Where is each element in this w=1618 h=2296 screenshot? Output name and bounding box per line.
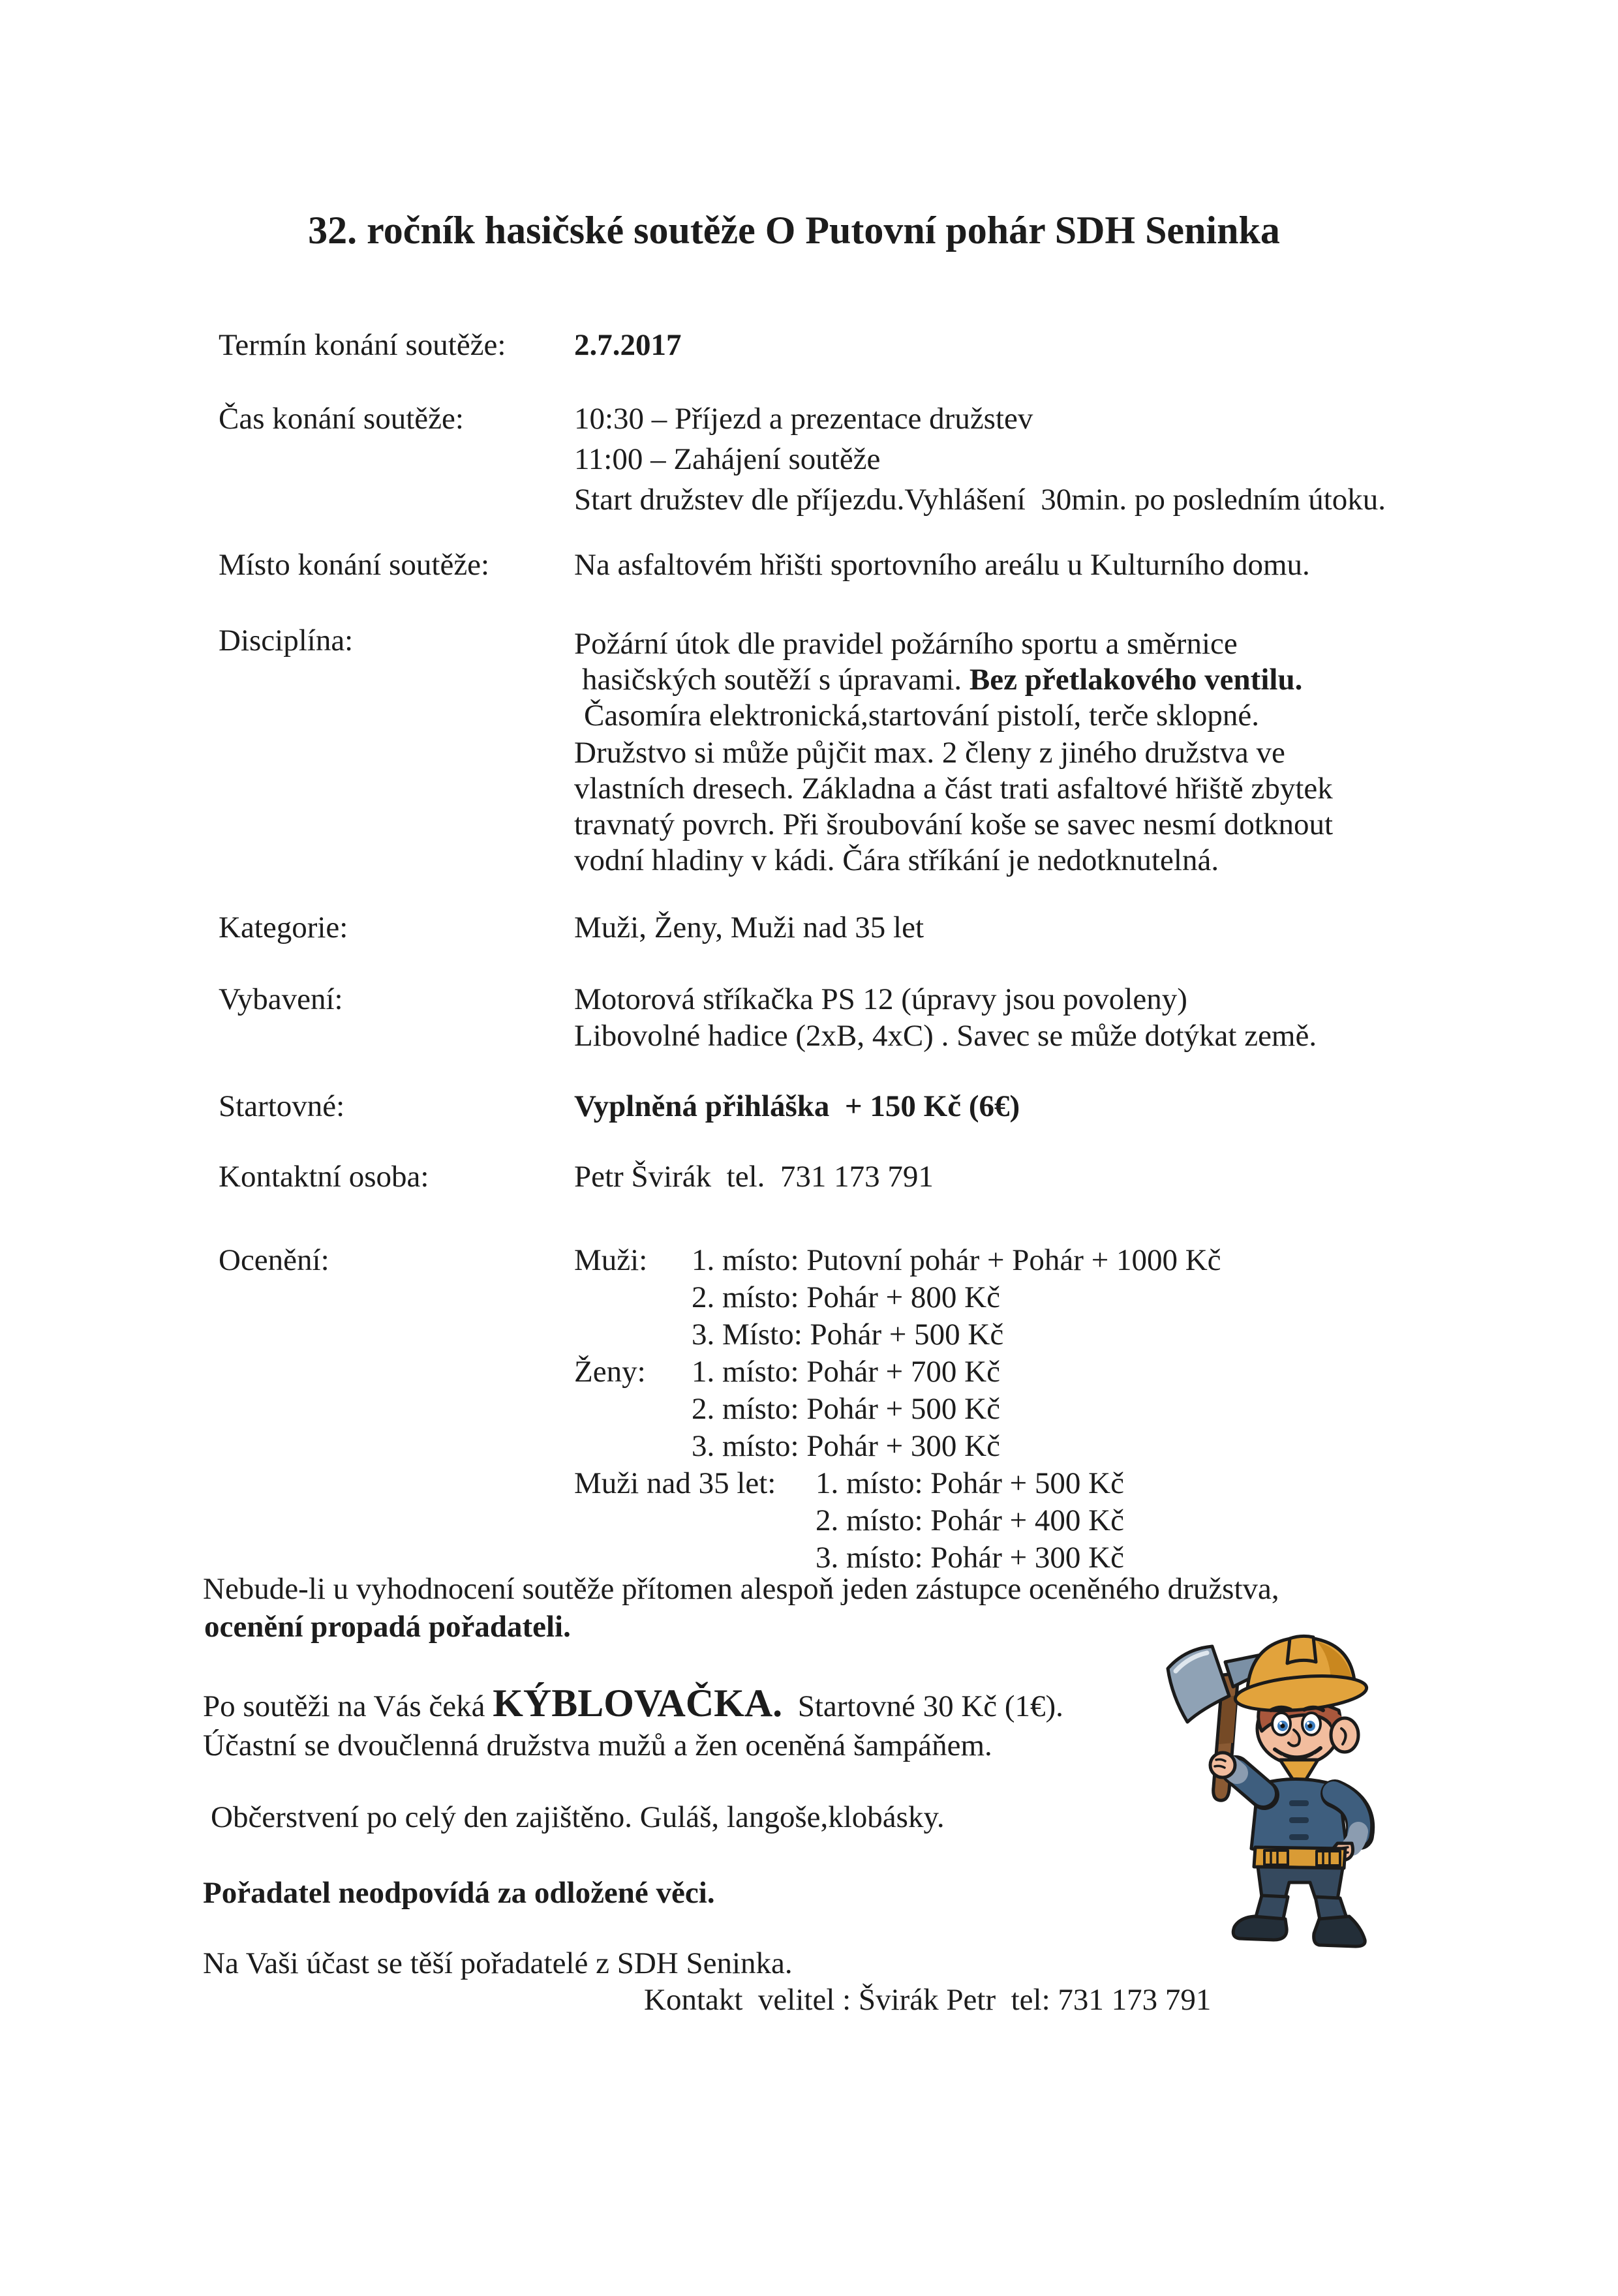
field-oceneni-label: Ocenění: xyxy=(219,1243,329,1277)
oceneni-muzi-place3: 3. Místo: Pohár + 500 Kč xyxy=(692,1318,1004,1352)
oceneni-zeny-place2: 2. místo: Pohár + 500 Kč xyxy=(692,1392,1000,1426)
field-kontakt-label: Kontaktní osoba: xyxy=(219,1160,429,1194)
note-poradatel: Pořadatel neodpovídá za odložené věci. xyxy=(203,1876,715,1910)
oceneni-muzi35-place2: 2. místo: Pohár + 400 Kč xyxy=(816,1503,1124,1537)
note-obcerstveni: Občerstvení po celý den zajištěno. Guláš, langoše,klobásky. xyxy=(211,1800,945,1834)
field-disciplina-line4: Družstvo si může půjčit max. 2 členy z jiného družstva ve xyxy=(574,736,1285,770)
field-disciplina-line5: vlastních dresech. Základna a část trati asfaltové hřiště zbytek xyxy=(574,772,1333,806)
kyblovacka-title: KÝBLOVAČKA. xyxy=(493,1682,783,1725)
field-cas-line3: Start družstev dle příjezdu.Vyhlášení 30min. po posledním útoku. xyxy=(574,483,1386,517)
field-disciplina-line6: travnatý povrch. Při šroubování koše se savec nesmí dotknout xyxy=(574,808,1334,841)
oceneni-muzi35-place3: 3. místo: Pohár + 300 Kč xyxy=(816,1541,1124,1575)
note-ucast: Na Vaši účast se těší pořadatelé z SDH Seninka. xyxy=(203,1946,793,1980)
field-disciplina-line7: vodní hladiny v kádi. Čára stříkání je nedotknutelná. xyxy=(574,843,1219,877)
field-disciplina-line1: Požární útok dle pravidel požárního sportu a směrnice xyxy=(574,627,1238,661)
disciplina-line2-normal: hasičských soutěží s úpravami. xyxy=(582,663,969,697)
field-kategorie-label: Kategorie: xyxy=(219,911,348,944)
field-misto-label: Místo konání soutěže: xyxy=(219,548,490,582)
oceneni-zeny-name: Ženy: xyxy=(574,1355,646,1389)
field-cas-label: Čas konání soutěže: xyxy=(219,402,464,436)
boot-left xyxy=(1233,1916,1287,1940)
kyblovacka-post: Startovné 30 Kč (1€). xyxy=(782,1689,1063,1723)
oceneni-muzi35-place1: 1. místo: Pohár + 500 Kč xyxy=(816,1466,1124,1500)
field-disciplina-line3: Časomíra elektronická,startování pistolí, terče sklopné. xyxy=(584,699,1260,733)
field-vybaveni-line1: Motorová stříkačka PS 12 (úpravy jsou povoleny) xyxy=(574,982,1187,1016)
kyblovacka-pre: Po soutěži na Vás čeká xyxy=(203,1689,493,1723)
field-cas-line2: 11:00 – Zahájení soutěže xyxy=(574,442,881,476)
field-vybaveni-label: Vybavení: xyxy=(219,982,343,1016)
oceneni-zeny-place1: 1. místo: Pohár + 700 Kč xyxy=(692,1355,1000,1389)
field-termin-value: 2.7.2017 xyxy=(574,328,682,362)
note-kyblovacka-line xyxy=(203,1682,1063,1725)
oceneni-muzi35-name: Muži nad 35 let: xyxy=(574,1466,776,1500)
note-nebude-line2: ocenění propadá pořadateli. xyxy=(204,1610,571,1644)
note-nebude-line1: Nebude-li u vyhodnocení soutěže přítomen alespoň jeden zástupce oceněného družstva, xyxy=(203,1572,1279,1606)
field-kontakt-value: Petr Švirák tel. 731 173 791 xyxy=(574,1160,934,1194)
oceneni-muzi-place2: 2. místo: Pohár + 800 Kč xyxy=(692,1280,1000,1314)
field-disciplina-line2 xyxy=(582,663,1302,697)
field-vybaveni-line2: Libovolné hadice (2xB, 4xC) . Savec se může dotýkat země. xyxy=(574,1019,1317,1053)
field-termin-label: Termín konání soutěže: xyxy=(219,328,506,362)
field-cas-line1: 10:30 – Příjezd a prezentace družstev xyxy=(574,402,1033,436)
note-kontakt-velitel: Kontakt velitel : Švirák Petr tel: 731 173 791 xyxy=(644,1983,1212,2017)
firefighter-mascot xyxy=(1160,1619,1379,1965)
note-ucastni: Účastní se dvoučlenná družstva mužů a žen oceněná šampáňem. xyxy=(203,1729,992,1762)
oceneni-muzi-place1: 1. místo: Putovní pohár + Pohár + 1000 Kč xyxy=(692,1243,1221,1277)
field-startovne-label: Startovné: xyxy=(219,1089,345,1123)
field-startovne-value: Vyplněná přihláška + 150 Kč (6€) xyxy=(574,1089,1020,1123)
oceneni-muzi-name: Muži: xyxy=(574,1243,648,1277)
helmet xyxy=(1234,1636,1368,1715)
disciplina-line2-bold: Bez přetlakového ventilu. xyxy=(969,663,1303,697)
fist xyxy=(1210,1753,1235,1777)
field-kategorie-value: Muži, Ženy, Muži nad 35 let xyxy=(574,911,924,944)
page-title: 32. ročník hasičské soutěže O Putovní pohár SDH Seninka xyxy=(308,209,1280,252)
field-disciplina-label: Disciplína: xyxy=(219,624,354,657)
oceneni-zeny-place3: 3. místo: Pohár + 300 Kč xyxy=(692,1429,1000,1463)
boot-right xyxy=(1314,1916,1366,1946)
field-misto-value: Na asfaltovém hřišti sportovního areálu u Kulturního domu. xyxy=(574,548,1310,582)
